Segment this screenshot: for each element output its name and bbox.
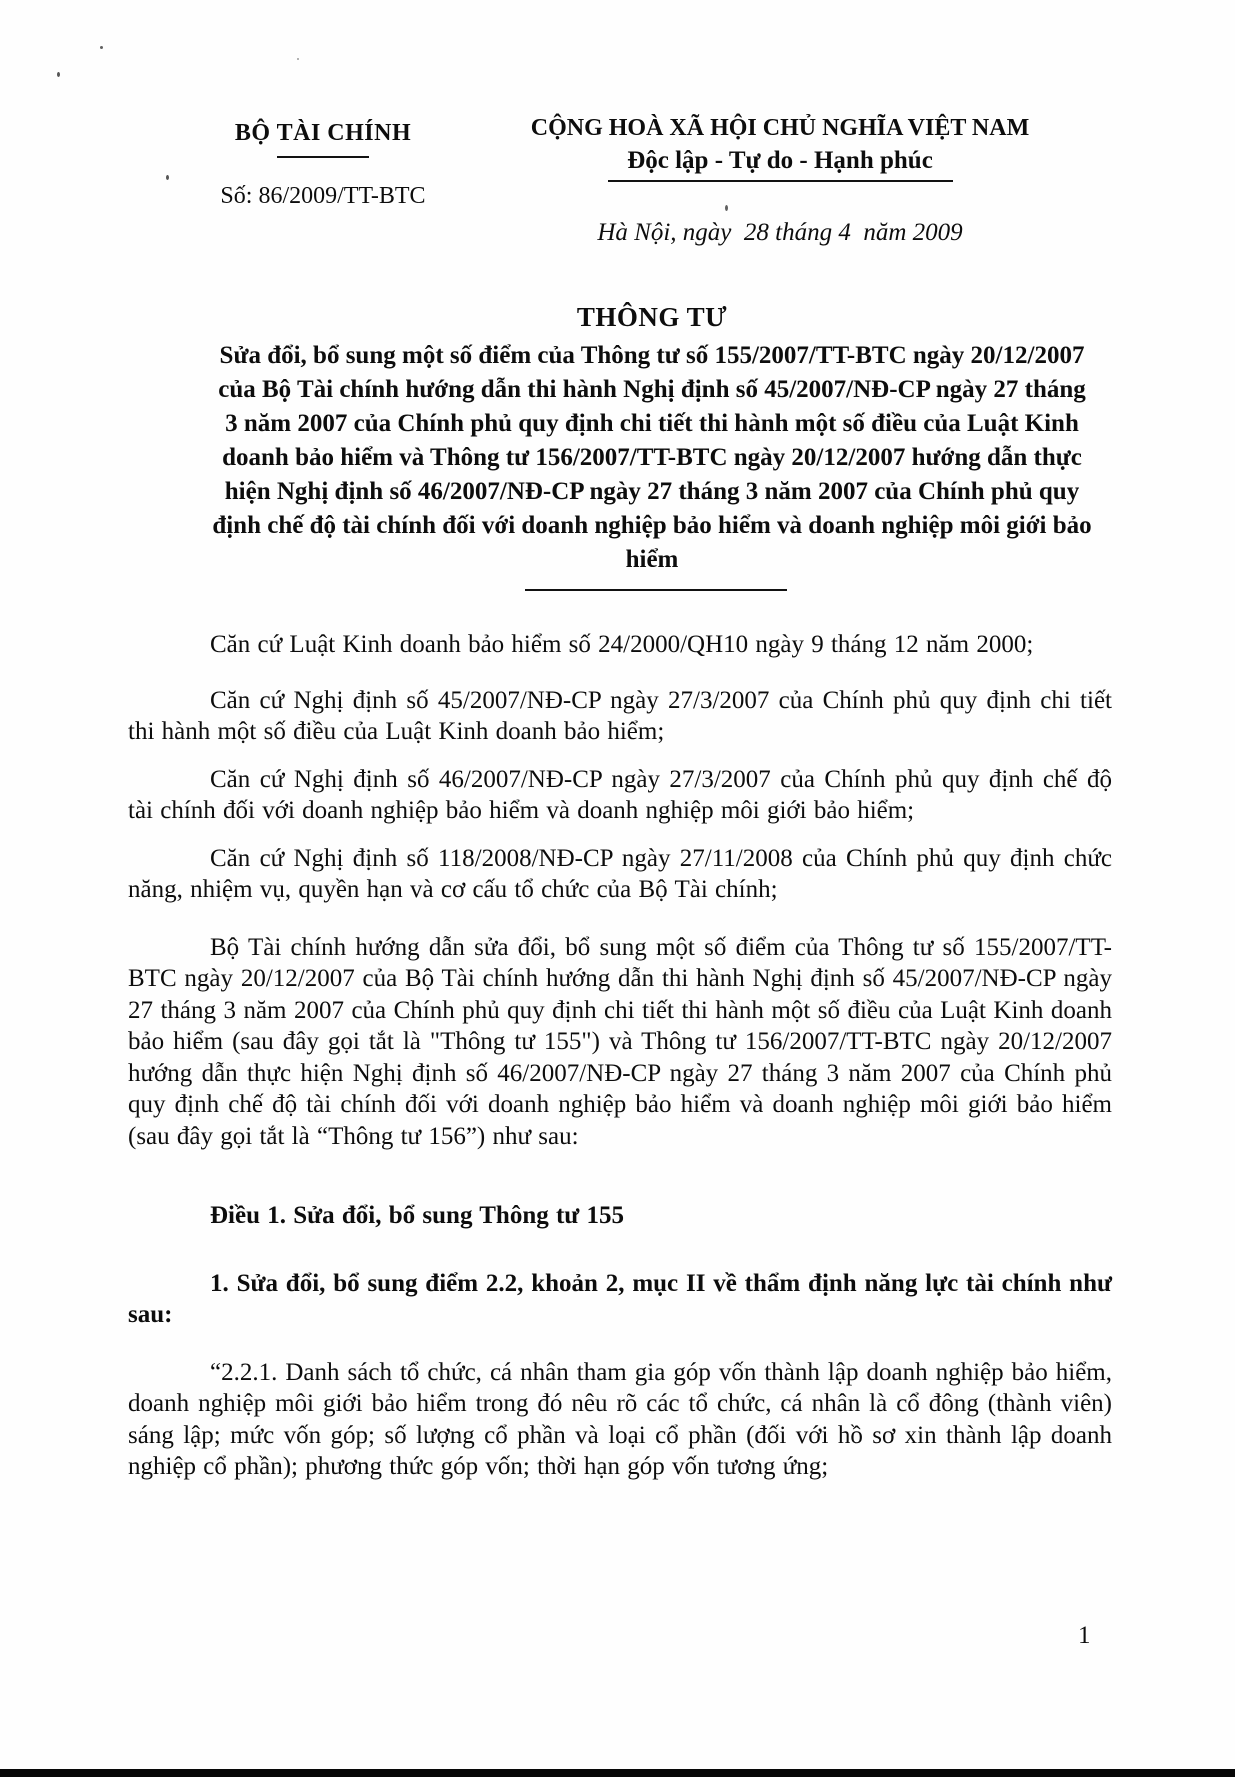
recital-paragraph: Căn cứ Nghị định số 46/2007/NĐ-CP ngày 27/3/2007 của Chính phủ quy định chế độ tài chính đối với doanh nghiệp bảo hiểm và doanh nghiệp môi giới bảo hiểm;	[128, 765, 1112, 824]
article-1-heading: Điều 1. Sửa đổi, bổ sung Thông tư 155	[210, 1202, 625, 1229]
country-name: CỘNG HOÀ XÃ HỘI CHỦ NGHĨA VIỆT NAM	[530, 115, 1030, 141]
recital-paragraph: Căn cứ Nghị định số 118/2008/NĐ-CP ngày 27/11/2008 của Chính phủ quy định chức năng, nhiệm vụ, quyền hạn và cơ cấu tổ chức của Bộ Tài chính;	[128, 844, 1112, 903]
clause-1-heading: 1. Sửa đổi, bổ sung điểm 2.2, khoản 2, mục II về thẩm định năng lực tài chính như sau:	[128, 1269, 1112, 1328]
national-motto: Độc lập - Tự do - Hạnh phúc	[627, 147, 933, 174]
document-number: Số: 86/2009/TT-BTC	[220, 183, 426, 209]
scan-speck	[57, 72, 60, 77]
title-underline	[525, 589, 787, 591]
document-title: THÔNG TƯ	[576, 302, 728, 332]
intro-paragraph: Bộ Tài chính hướng dẫn sửa đổi, bổ sung một số điểm của Thông tư số 155/2007/TT-BTC ngày 20/12/2007 của Bộ Tài chính hướng dẫn thi hành Nghị định số 45/2007/NĐ-CP ngày 27 tháng 3 năm 2007 của Chính phủ quy định chi tiết thi hành một số điều của Luật Kinh doanh bảo hiểm (sau đây gọi tắt là "Thông tư 155") và Thông tư 156/2007/TT-BTC ngày 20/12/2007 hướng dẫn thực hiện Nghị định số 46/2007/NĐ-CP ngày 27 tháng 3 năm 2007 của Chính phủ quy định chế độ tài chính đối với doanh nghiệp bảo hiểm và doanh nghiệp môi giới bảo hiểm (sau đây gọi tắt là “Thông tư 156”) như sau:	[128, 933, 1112, 1150]
issuing-org-name: BỘ TÀI CHÍNH	[234, 120, 412, 146]
org-underline	[277, 156, 369, 158]
scan-speck	[166, 175, 169, 180]
scan-bottom-bar	[0, 1769, 1235, 1777]
scan-speck	[297, 58, 299, 60]
scan-speck	[100, 46, 103, 49]
motto-underline	[608, 180, 953, 182]
document-body	[128, 298, 1112, 1483]
recital-paragraph: Căn cứ Nghị định số 45/2007/NĐ-CP ngày 27/3/2007 của Chính phủ quy định chi tiết thi hành một số điều của Luật Kinh doanh bảo hiểm;	[128, 686, 1112, 745]
page-number: 1	[1078, 1622, 1091, 1649]
national-header-block	[485, 115, 1075, 247]
recital-paragraph: Căn cứ Luật Kinh doanh bảo hiểm số 24/2000/QH10 ngày 9 tháng 12 năm 2000;	[210, 631, 1034, 658]
issuing-org-block	[178, 120, 468, 210]
clause-1-body: “2.2.1. Danh sách tổ chức, cá nhân tham gia góp vốn thành lập doanh nghiệp bảo hiểm, doanh nghiệp môi giới bảo hiểm trong đó nêu rõ các tổ chức, cá nhân là cổ đông (thành viên) sáng lập; mức vốn góp; số lượng cổ phần và loại cổ phần (đối với hồ sơ xin thành lập doanh nghiệp cổ phần); phương thức góp vốn; thời hạn góp vốn tương ứng;	[128, 1358, 1112, 1480]
document-subtitle: Sửa đổi, bổ sung một số điểm của Thông tư số 155/2007/TT-BTC ngày 20/12/2007 của Bộ Tài chính hướng dẫn thi hành Nghị định số 45/2007/NĐ-CP ngày 27 tháng 3 năm 2007 của Chính phủ quy định chi tiết thi hành một số điều của Luật Kinh doanh bảo hiểm và Thông tư 156/2007/TT-BTC ngày 20/12/2007 hướng dẫn thực hiện Nghị định số 46/2007/NĐ-CP ngày 27 tháng 3 năm 2007 của Chính phủ quy định chế độ tài chính đối với doanh nghiệp bảo hiểm và doanh nghiệp môi giới bảo hiểm	[212, 342, 1092, 573]
place-dateline: Hà Nội, ngày 28 tháng 4 năm 2009	[597, 219, 963, 246]
